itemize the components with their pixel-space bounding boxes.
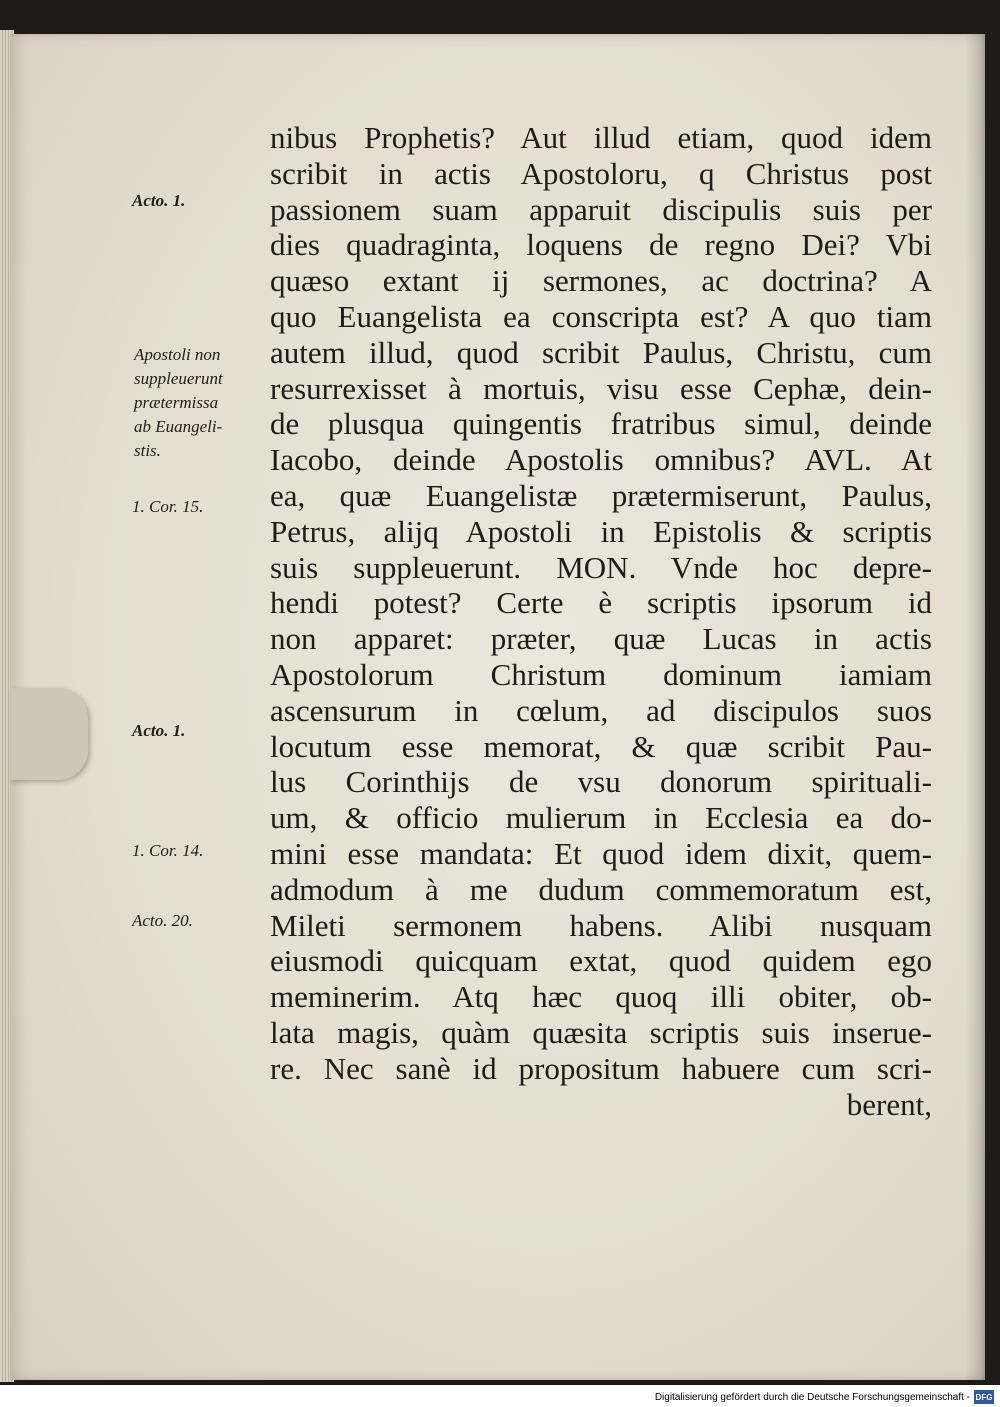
text-line: Apostolorum Christum dominum iamiam	[270, 656, 932, 692]
text-line: resurrexisset à mortuis, visu esse Cephæ, dein-	[270, 370, 932, 406]
text-line: mini esse mandata: Et quod idem dixit, quem-	[270, 835, 932, 871]
text-line: admodum à me dudum commemoratum est,	[270, 871, 932, 907]
text-line: suis suppleuerunt. MON. Vnde hoc depre-	[270, 549, 932, 585]
text-line: quo Euangelista ea conscripta est? A quo tiam	[270, 298, 932, 334]
text-line: Mileti sermonem habens. Alibi nusquam	[270, 907, 932, 943]
margin-note-apostoli-line1: Apostoli non	[134, 345, 221, 364]
text-line: Petrus, alijq Apostoli in Epistolis & scriptis	[270, 513, 932, 549]
text-line: locutum esse memorat, & quæ scribit Pau-	[270, 728, 932, 764]
margin-note-acto-20: Acto. 20.	[132, 911, 193, 930]
margin-note-cor-14: 1. Cor. 14.	[132, 841, 204, 860]
text-line: re. Nec sanè id propositum habuere cum scri-	[270, 1050, 932, 1086]
text-line: de plusqua quingentis fratribus simul, deinde	[270, 406, 932, 442]
text-line: Iacobo, deinde Apostolis omnibus? AVL. At	[270, 442, 932, 478]
margin-note-acto-1: Acto. 1.	[132, 191, 186, 210]
text-line: eiusmodi quicquam extat, quod quidem ego	[270, 943, 932, 979]
text-line: berent,	[846, 1086, 932, 1122]
text-line: meminerim. Atq hæc quoq illi obiter, ob-	[270, 979, 932, 1015]
body-text	[270, 120, 932, 1122]
text-line: non apparet: præter, quæ Lucas in actis	[270, 621, 932, 657]
digitization-credit: Digitalisierung gefördert durch die Deutsche Forschungsgemeinschaft -	[654, 1392, 970, 1403]
margin-note-apostoli-line3: prætermissa	[134, 393, 219, 412]
margin-note-apostoli-line5: stis.	[134, 441, 161, 460]
text-line: dies quadraginta, loquens de regno Dei? Vbi	[270, 227, 932, 263]
text-line: lus Corinthijs de vsu donorum spirituali-	[270, 764, 932, 800]
page-tab-marker	[10, 688, 88, 780]
text-line: scribit in actis Apostoloru, q Christus post	[270, 155, 932, 191]
text-line: lata magis, quàm quæsita scriptis suis inserue-	[270, 1014, 932, 1050]
text-line: autem illud, quod scribit Paulus, Christu, cum	[270, 334, 932, 370]
margin-note-apostoli-line4: ab Euangeli-	[134, 417, 223, 436]
dfg-logo: DFG	[974, 1390, 994, 1404]
margin-note-acto-1-second: Acto. 1.	[132, 721, 186, 740]
text-line: nibus Prophetis? Aut illud etiam, quod idem	[270, 120, 932, 155]
margin-note-apostoli-line2: suppleuerunt	[134, 369, 223, 388]
gutter-shadow	[965, 34, 985, 1380]
text-line: passionem suam apparuit discipulis suis per	[270, 191, 932, 227]
text-line: hendi potest? Certe è scriptis ipsorum id	[270, 585, 932, 621]
text-line: ascensurum in cœlum, ad discipulos suos	[270, 692, 932, 728]
footer-bar	[0, 1385, 1000, 1407]
text-line: quæso extant ij sermones, ac doctrina? A	[270, 263, 932, 299]
margin-note-cor-15: 1. Cor. 15.	[132, 497, 204, 516]
text-line: um, & officio mulierum in Ecclesia ea do-	[270, 800, 932, 836]
text-line: ea, quæ Euangelistæ prætermiserunt, Paulus,	[270, 477, 932, 513]
